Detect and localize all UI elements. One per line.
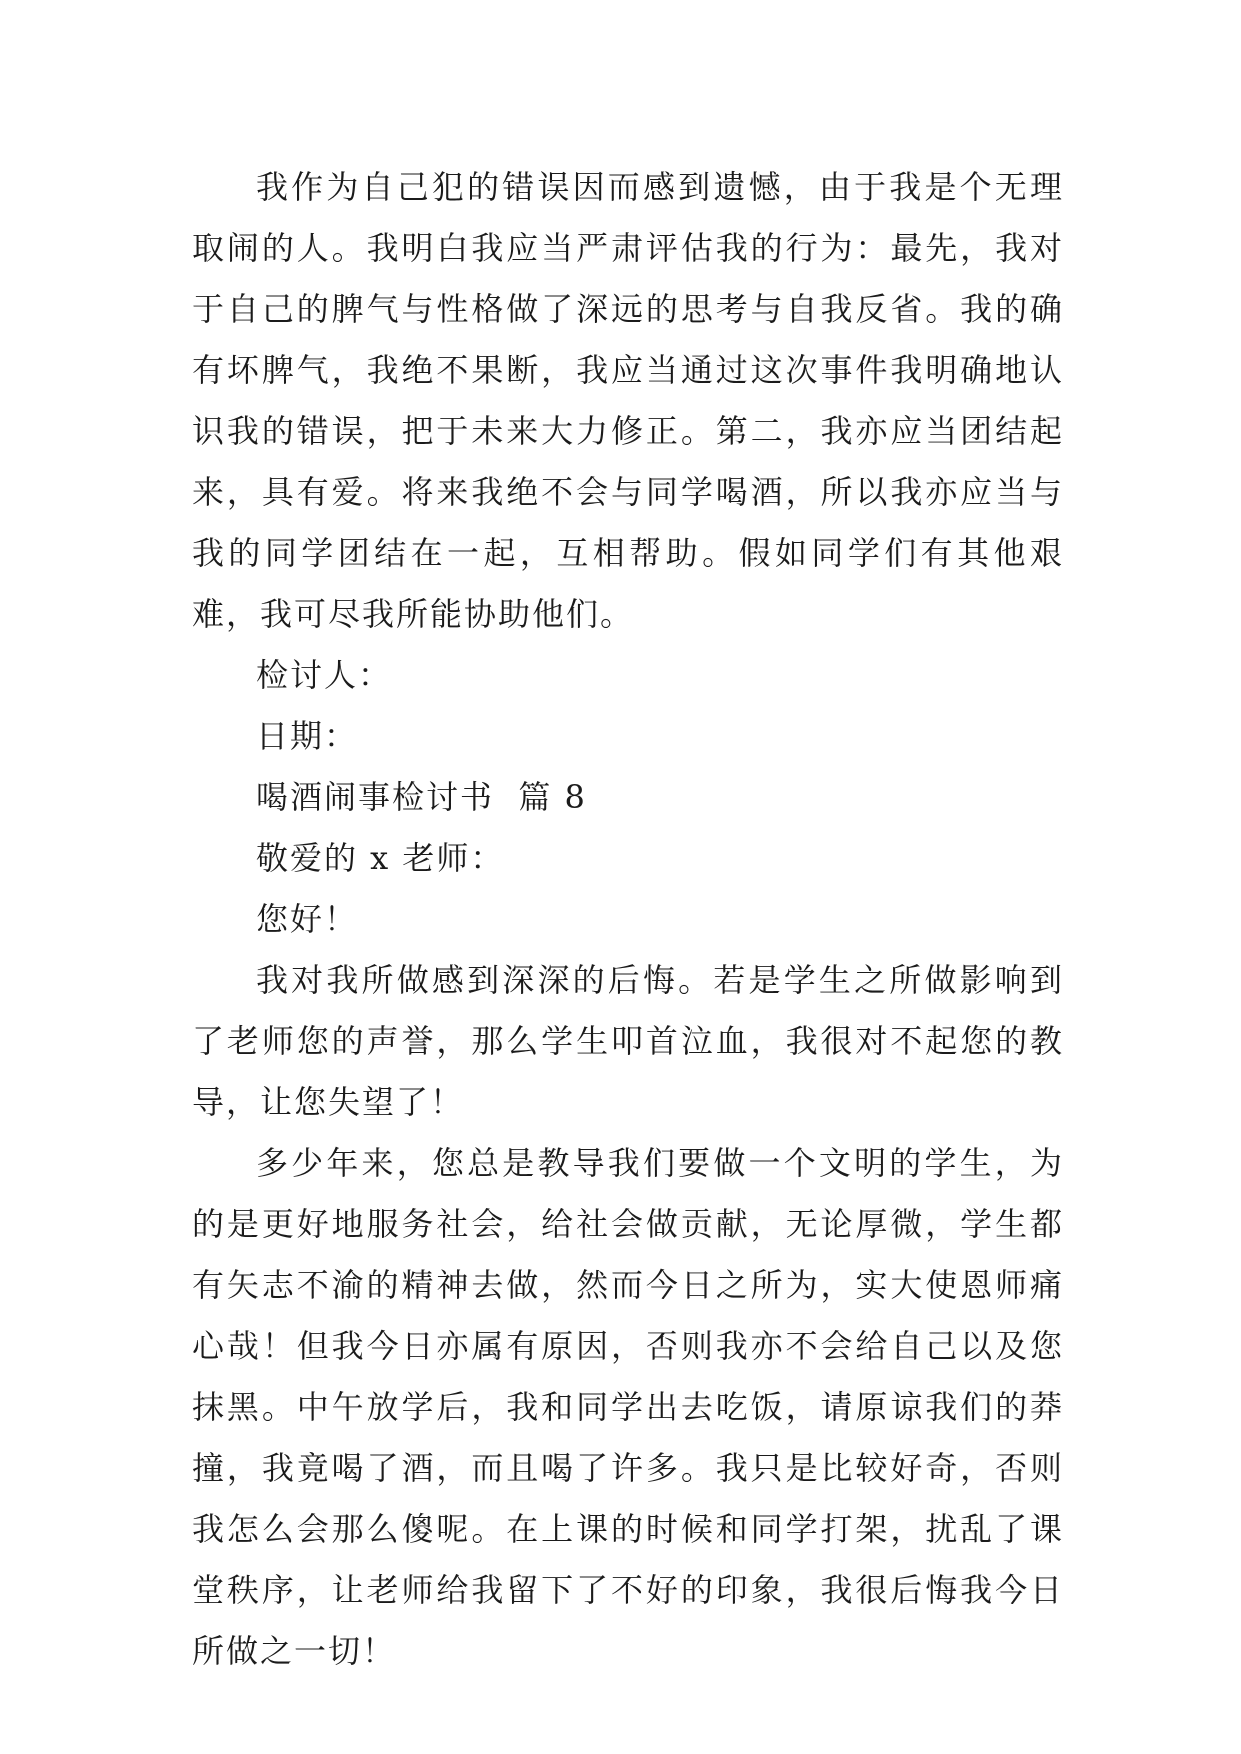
signature-label: 检讨人：	[256, 656, 393, 694]
paragraph-regret: 我对我所做感到深深的后悔。若是学生之所做影响到了老师您的声誉，那么学生叩首泣血，我很对不起您的教导，让您失望了！	[192, 961, 1064, 1121]
paragraph-explanation: 多少年来，您总是教导我们要做一个文明的学生，为的是更好地服务社会，给社会做贡献，无论厚微，学生都有矢志不渝的精神去做，然而今日之所为，实大使恩师痛心哉！但我今日亦属有原因，否则我亦不会给自己以及您抹黑。中午放学后，我和同学出去吃饭，请原谅我们的莽撞，我竟喝了酒，而且喝了许多。我只是比较好奇，否则我怎么会那么傻呢。在上课的时候和同学打架，扰乱了课堂秩序，让老师给我留下了不好的印象，我很后悔我今日所做之一切！	[192, 1144, 1064, 1670]
document-body	[192, 157, 1064, 1682]
salutation: 敬爱的 x 老师：	[256, 839, 505, 877]
greeting: 您好！	[256, 900, 359, 938]
paragraph-reflection: 我作为自己犯的错误因而感到遗憾，由于我是个无理取闹的人。我明白我应当严肃评估我的行为：最先，我对于自己的脾气与性格做了深远的思考与自我反省。我的确有坏脾气，我绝不果断，我应当通过这次事件我明确地认识我的错误，把于未来大力修正。第二，我亦应当团结起来，具有爱。将来我绝不会与同学喝酒，所以我亦应当与我的同学团结在一起，互相帮助。假如同学们有其他艰难，我可尽我所能协助他们。	[192, 168, 1064, 633]
section-heading: 喝酒闹事检讨书 篇 8	[256, 778, 587, 816]
date-label: 日期：	[256, 717, 359, 755]
